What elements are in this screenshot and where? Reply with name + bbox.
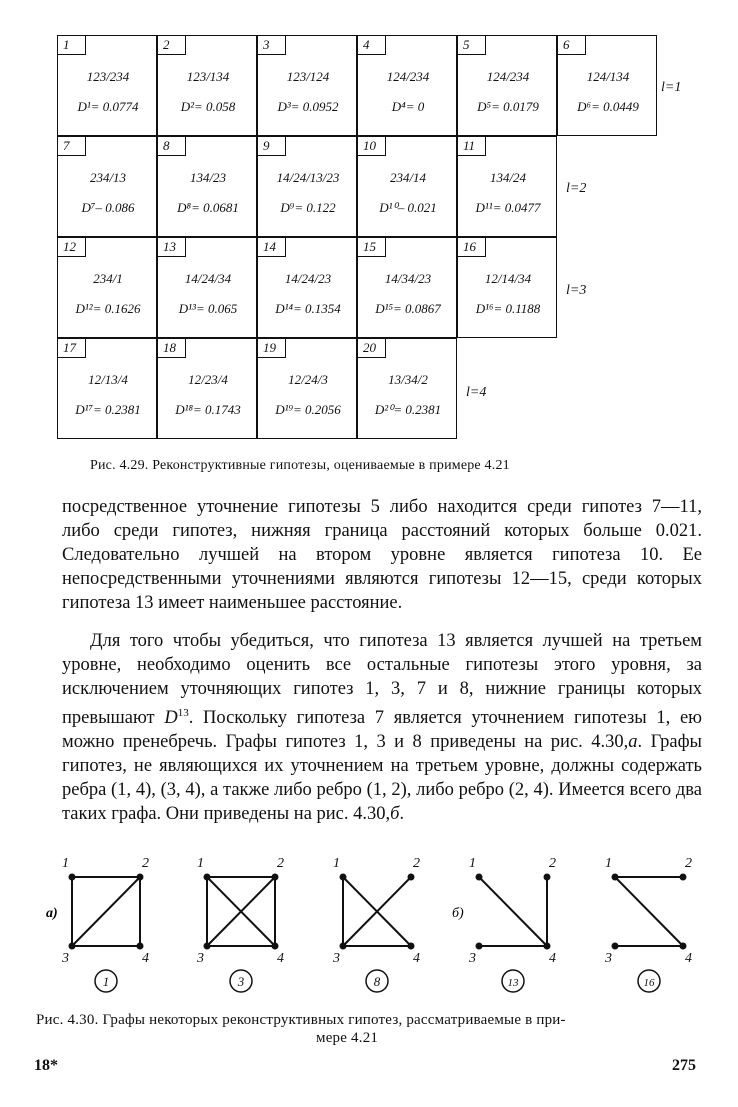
node-label: 2: [142, 856, 149, 871]
distance-number: = 0.2381: [393, 402, 442, 417]
node-label: 1: [469, 856, 476, 871]
hypothesis-cell: [57, 338, 157, 439]
hypothesis-number: 18: [158, 339, 186, 358]
hypothesis-number: 1: [58, 36, 86, 55]
hypothesis-cell: [57, 136, 157, 237]
distance-symbol: D³: [277, 99, 291, 114]
distance-value: [58, 99, 158, 115]
hypothesis-number: 13: [158, 238, 186, 257]
node-label: 1: [197, 856, 204, 871]
distance-symbol: D²: [180, 99, 194, 114]
hypothesis-label: 13/34/2: [388, 372, 428, 387]
level-label: l=4: [466, 385, 487, 400]
hypothesis-cell: [357, 35, 457, 136]
node-label: 3: [62, 951, 69, 966]
level-label: l=2: [566, 181, 587, 196]
hypothesis-number: 6: [558, 36, 586, 55]
hypothesis-cell: [57, 35, 157, 136]
distance-symbol: D¹⁸: [175, 402, 194, 417]
distance-number: = 0.1743: [193, 402, 241, 417]
node-label: 4: [277, 951, 284, 966]
graph-node: [544, 943, 551, 950]
node-label: 3: [197, 951, 204, 966]
graph-node: [476, 874, 483, 881]
hypothesis-cell: [457, 136, 557, 237]
distance-value: [358, 402, 458, 418]
distance-value: [158, 402, 258, 418]
distance-number: = 0.1188: [493, 301, 541, 316]
distance-number: = 0.0449: [591, 99, 639, 114]
distance-value: [458, 99, 558, 115]
graph-node: [340, 943, 347, 950]
distance-value: [158, 200, 258, 216]
level-label: l=1: [661, 80, 682, 95]
hypothesis-number: 16: [458, 238, 486, 257]
hypothesis-cell: [257, 237, 357, 338]
distance-symbol: D¹⁹: [275, 402, 294, 417]
hypothesis-cell: [457, 35, 557, 136]
distance-symbol: D¹⁶: [475, 301, 494, 316]
distance-symbol: D²⁰: [374, 402, 394, 417]
hypothesis-cell: [357, 136, 457, 237]
hypothesis-label: 134/24: [489, 170, 527, 185]
distance-value: [558, 99, 658, 115]
node-label: 1: [605, 856, 612, 871]
graph-node: [408, 874, 415, 881]
figure-4-29-caption: Рис. 4.29. Реконструктивные гипотезы, оцениваемые в примере 4.21: [90, 458, 510, 473]
node-label: 3: [469, 951, 476, 966]
distance-symbol: D¹: [77, 99, 91, 114]
distance-value: [58, 301, 158, 317]
hypothesis-label: 12/13/4: [88, 372, 128, 387]
figure-4-30-caption-line1: Рис. 4.30. Графы некоторых реконструктивных гипотез, рассматриваемые в при-: [36, 1012, 566, 1028]
distance-value: [158, 301, 258, 317]
hypothesis-cell: [457, 237, 557, 338]
graph-node: [680, 943, 687, 950]
graph-node: [137, 943, 144, 950]
paragraph-1: посредственное уточнение гипотезы 5 либо находится среди гипотез 7—11, либо среди гипотез, нижняя граница расстояний которых больше 0.021. Следовательно лучшей на втором уровне является гипотеза 10. Ее непосредственными уточнениями являются гипотезы 12—15, среди которых гипотеза 13 имеет наименьшее расстояние.: [62, 497, 702, 613]
distance-symbol: D¹⁵: [375, 301, 394, 316]
distance-number: = 0.058: [194, 99, 236, 114]
distance-number: = 0.122: [294, 200, 336, 215]
node-label: 4: [142, 951, 149, 966]
distance-number: = 0: [405, 99, 425, 114]
hypothesis-number: 3: [258, 36, 286, 55]
hypothesis-cell: [157, 136, 257, 237]
graph-node: [69, 943, 76, 950]
distance-value: [158, 99, 258, 115]
graph-id-label: 1: [102, 974, 110, 989]
paragraph-2: Для того чтобы убедиться, что гипотеза 13 является лучшей на третьем уровне, необходимо оценить все остальные гипотезы этого уровня, за исключением уточняющих гипотез 1, 3, 7 и 8, нижние границы которых превышают $D^{13}$. Поскольку гипотеза 7 является уточнением гипотезы 1, ею можно пренебречь. Графы гипотез 1, 3 и 8 приведены на рис. 4.30,а. Графы гипотез, не являющихся их уточнением на третьем уровне, должны содержать ребра (1, 4), (3, 4), а также либо ребро (1, 2), либо ребро (2, 4). Имеется всего два таких графа. Они приведены на рис. 4.30,б.: [62, 631, 702, 825]
distance-number: = 0.0179: [491, 99, 539, 114]
graph-node: [69, 874, 76, 881]
distance-number: = 0.1354: [293, 301, 341, 316]
distance-number: = 0.1626: [92, 301, 141, 316]
graph-node: [204, 943, 211, 950]
graphs-svg: [0, 850, 738, 1000]
graph-node: [272, 874, 279, 881]
graph-node: [612, 874, 619, 881]
graph-id-label: 16: [643, 977, 655, 989]
node-label: 4: [685, 951, 692, 966]
graph-node: [137, 874, 144, 881]
hypothesis-label: 14/24/13/23: [276, 170, 340, 185]
hypothesis-number: 4: [358, 36, 386, 55]
distance-symbol: D⁶: [577, 99, 592, 114]
hypothesis-label: 14/24/34: [184, 271, 232, 286]
hypothesis-number: 2: [158, 36, 186, 55]
level-label: l=3: [566, 283, 587, 298]
hypothesis-cell: [157, 35, 257, 136]
node-label: 1: [333, 856, 340, 871]
distance-symbol: D⁴: [391, 99, 406, 114]
hypothesis-number: 17: [58, 339, 86, 358]
graph-edge: [72, 877, 140, 946]
footer-signature: 18*: [34, 1057, 58, 1074]
node-label: 4: [413, 951, 420, 966]
distance-value: [358, 301, 458, 317]
distance-symbol: D¹¹: [475, 200, 493, 215]
hypothesis-cell: [357, 338, 457, 439]
distance-value: [258, 301, 358, 317]
hypothesis-label: 12/14/34: [484, 271, 532, 286]
graph-id-label: 3: [237, 974, 245, 989]
distance-number: – 0.021: [397, 200, 437, 215]
hypothesis-label: 12/23/4: [188, 372, 228, 387]
page-number: 275: [672, 1057, 696, 1074]
distance-value: [58, 402, 158, 418]
graph-id-label: 8: [373, 974, 381, 989]
graph-node: [204, 874, 211, 881]
distance-symbol: D¹⁰: [379, 200, 398, 215]
node-label: 3: [605, 951, 612, 966]
hypothesis-number: 10: [358, 137, 386, 156]
distance-value: [258, 402, 358, 418]
node-label: 2: [413, 856, 420, 871]
distance-value: [258, 99, 358, 115]
hypothesis-cell: [157, 338, 257, 439]
hypothesis-number: 15: [358, 238, 386, 257]
hypothesis-cell: [157, 237, 257, 338]
distance-number: = 0.2381: [93, 402, 141, 417]
graph-edge: [615, 877, 683, 946]
hypothesis-label: 14/24/23: [284, 271, 332, 286]
distance-number: = 0.0477: [492, 200, 541, 215]
graph-node: [612, 943, 619, 950]
hypothesis-label: 123/234: [86, 69, 130, 84]
distance-value: [58, 200, 158, 216]
distance-symbol: D⁹: [280, 200, 295, 215]
graph-node: [408, 943, 415, 950]
node-label: 2: [277, 856, 284, 871]
graph-node: [544, 874, 551, 881]
distance-value: [358, 200, 458, 216]
hypothesis-number: 20: [358, 339, 386, 358]
hypothesis-label: 234/1: [93, 271, 123, 286]
hypothesis-label: 123/134: [186, 69, 230, 84]
distance-symbol: D¹⁷: [75, 402, 94, 417]
hypothesis-label: 124/234: [386, 69, 430, 84]
distance-symbol: D⁷: [81, 200, 96, 215]
hypothesis-cell: [257, 35, 357, 136]
distance-number: – 0.086: [95, 200, 135, 215]
hypothesis-number: 19: [258, 339, 286, 358]
hypothesis-number: 12: [58, 238, 86, 257]
distance-symbol: D¹⁴: [275, 301, 294, 316]
node-label: 2: [549, 856, 556, 871]
node-label: 2: [685, 856, 692, 871]
hypothesis-label: 234/13: [89, 170, 127, 185]
distance-value: [458, 200, 558, 216]
graph-node: [476, 943, 483, 950]
hypothesis-cell: [357, 237, 457, 338]
part-a-label: а): [46, 906, 58, 921]
node-label: 4: [549, 951, 556, 966]
hypothesis-number: 5: [458, 36, 486, 55]
hypothesis-label: 12/24/3: [288, 372, 328, 387]
hypothesis-number: 8: [158, 137, 186, 156]
distance-number: = 0.2056: [293, 402, 341, 417]
distance-symbol: D⁵: [477, 99, 492, 114]
hypothesis-cell: [57, 237, 157, 338]
graph-id-label: 13: [507, 977, 519, 989]
graph-node: [680, 874, 687, 881]
distance-number: = 0.0681: [191, 200, 239, 215]
graph-node: [340, 874, 347, 881]
distance-symbol: D¹³: [178, 301, 196, 316]
graph-edge: [479, 877, 547, 946]
distance-value: [458, 301, 558, 317]
distance-symbol: D⁸: [177, 200, 192, 215]
hypothesis-label: 14/34/23: [384, 271, 432, 286]
distance-number: = 0.0952: [290, 99, 339, 114]
hypothesis-label: 124/234: [486, 69, 530, 84]
hypothesis-label: 234/14: [389, 170, 427, 185]
hypothesis-cell: [257, 338, 357, 439]
hypothesis-number: 11: [458, 137, 486, 156]
node-label: 3: [333, 951, 340, 966]
part-b-label: б): [452, 906, 464, 921]
distance-number: = 0.065: [195, 301, 238, 316]
hypothesis-cell: [257, 136, 357, 237]
distance-value: [258, 200, 358, 216]
hypothesis-number: 14: [258, 238, 286, 257]
distance-number: = 0.0867: [393, 301, 441, 316]
hypothesis-label: 134/23: [189, 170, 227, 185]
hypothesis-number: 7: [58, 137, 86, 156]
distance-value: [358, 99, 458, 115]
hypothesis-label: 124/134: [586, 69, 630, 84]
hypothesis-number: 9: [258, 137, 286, 156]
figure-4-30-caption-line2: мере 4.21: [316, 1030, 379, 1046]
graph-node: [272, 943, 279, 950]
hypothesis-cell: [557, 35, 657, 136]
node-label: 1: [62, 856, 69, 871]
distance-number: = 0.0774: [90, 99, 139, 114]
hypothesis-label: 123/124: [286, 69, 330, 84]
distance-symbol: D¹²: [75, 301, 93, 316]
